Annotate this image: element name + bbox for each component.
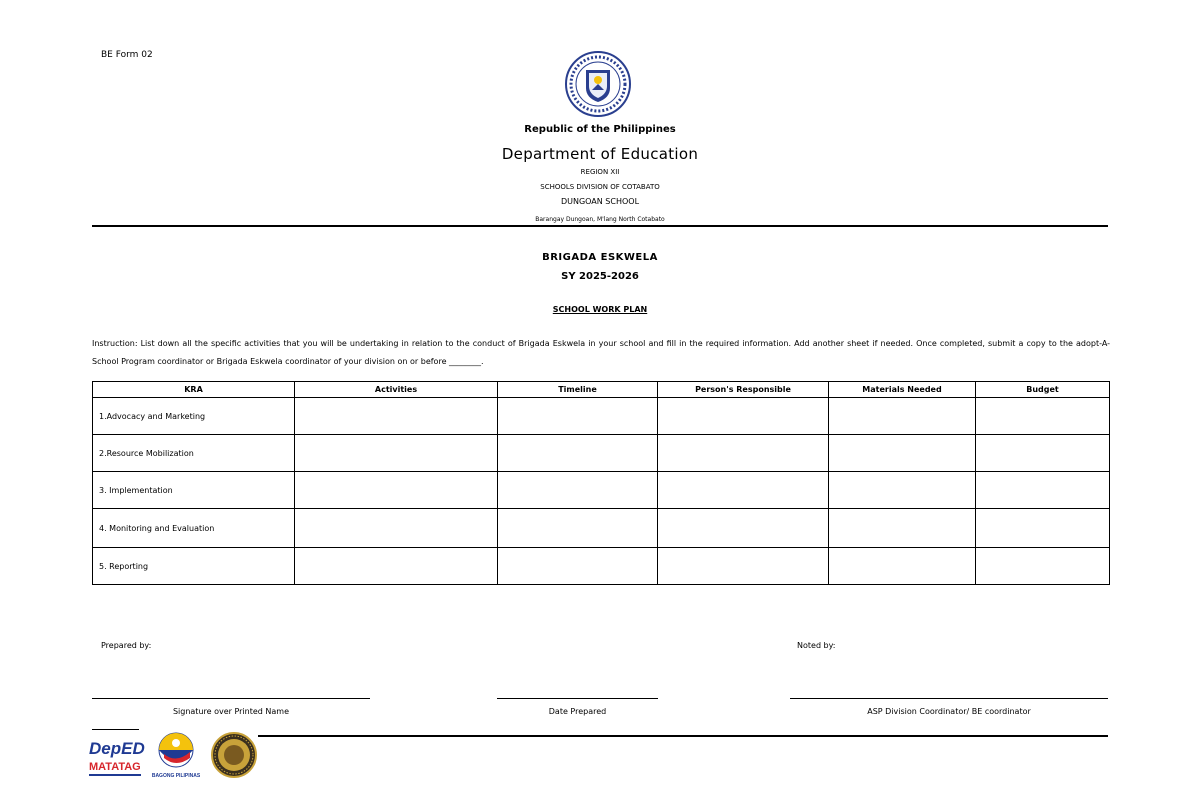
timeline-cell[interactable] (498, 472, 658, 509)
budget-cell[interactable] (976, 548, 1110, 585)
signature-line[interactable] (92, 698, 370, 699)
coordinator-label: ASP Division Coordinator/ BE coordinator (867, 707, 1031, 716)
persons-cell[interactable] (658, 548, 829, 585)
table-row (93, 398, 1110, 435)
timeline-cell[interactable] (498, 548, 658, 585)
signature-label: Signature over Printed Name (172, 707, 290, 716)
bagong-pilipinas-text: BAGONG PILIPINAS (151, 773, 201, 779)
budget-cell[interactable] (976, 398, 1110, 435)
region-label: REGION XII (580, 168, 620, 176)
activities-cell[interactable] (295, 472, 498, 509)
timeline-cell[interactable] (498, 509, 658, 548)
header-kra: KRA (93, 382, 295, 398)
program-title: BRIGADA ESKWELA (542, 252, 658, 263)
activities-cell[interactable] (295, 435, 498, 472)
footer-divider-short (92, 729, 139, 730)
activities-cell[interactable] (295, 509, 498, 548)
republic-heading: Republic of the Philippines (524, 124, 676, 135)
persons-cell[interactable] (658, 398, 829, 435)
deped-matatag-logo-icon (88, 734, 146, 780)
materials-cell[interactable] (829, 398, 976, 435)
activities-cell[interactable] (295, 548, 498, 585)
table-row (93, 509, 1110, 548)
kra-cell: 1.Advocacy and Marketing (93, 398, 295, 435)
noted-by-label: Noted by: (797, 641, 836, 650)
table-row (93, 548, 1110, 585)
date-label: Date Prepared (548, 707, 607, 716)
kra-cell: 2.Resource Mobilization (93, 435, 295, 472)
kra-cell: 3. Implementation (93, 472, 295, 509)
materials-cell[interactable] (829, 472, 976, 509)
budget-cell[interactable] (976, 435, 1110, 472)
coordinator-signature-line[interactable] (790, 698, 1108, 699)
kra-cell: 4. Monitoring and Evaluation (93, 509, 295, 548)
footer-divider (258, 735, 1108, 737)
budget-cell[interactable] (976, 472, 1110, 509)
date-line[interactable] (497, 698, 658, 699)
school-year: SY 2025-2026 (561, 271, 639, 282)
header-persons-responsible: Person's Responsible (658, 382, 829, 398)
deped-seal-icon (556, 50, 640, 118)
persons-cell[interactable] (658, 435, 829, 472)
budget-cell[interactable] (976, 509, 1110, 548)
timeline-cell[interactable] (498, 398, 658, 435)
matatag-logo-text: MATATAG (89, 761, 141, 773)
header-budget: Budget (976, 382, 1110, 398)
table-row (93, 472, 1110, 509)
school-address: Barangay Dungoan, M'lang North Cotabato (535, 216, 665, 223)
bagong-pilipinas-logo-icon (150, 730, 202, 780)
materials-cell[interactable] (829, 435, 976, 472)
persons-cell[interactable] (658, 509, 829, 548)
timeline-cell[interactable] (498, 435, 658, 472)
header-divider (92, 225, 1108, 227)
header-activities: Activities (295, 382, 498, 398)
table-header-row (93, 382, 1110, 398)
activities-cell[interactable] (295, 398, 498, 435)
materials-cell[interactable] (829, 548, 976, 585)
kra-cell: 5. Reporting (93, 548, 295, 585)
document-title: SCHOOL WORK PLAN (552, 305, 648, 314)
school-name: DUNGOAN SCHOOL (560, 197, 640, 206)
persons-cell[interactable] (658, 472, 829, 509)
instruction-text: Instruction: List down all the specific activities that you will be undertaking in relation to the conduct of Brigada Eskwela in your school and fill in the required information. Add another sheet if needed. Once completed, submit a copy to the adopt-A-School Program coordinator or Brigada Eskwela coordinator of your division on or before ________. (92, 339, 1110, 366)
prepared-by-label: Prepared by: (101, 641, 152, 650)
work-plan-table (92, 381, 1110, 585)
school-seal-icon (210, 731, 258, 779)
header-materials-needed: Materials Needed (829, 382, 976, 398)
department-title: Department of Education (501, 145, 699, 163)
header-timeline: Timeline (498, 382, 658, 398)
materials-cell[interactable] (829, 509, 976, 548)
table-row (93, 435, 1110, 472)
form-code: BE Form 02 (101, 50, 153, 60)
division-label: SCHOOLS DIVISION OF COTABATO (540, 183, 660, 191)
deped-logo-text: DepED (89, 739, 145, 758)
